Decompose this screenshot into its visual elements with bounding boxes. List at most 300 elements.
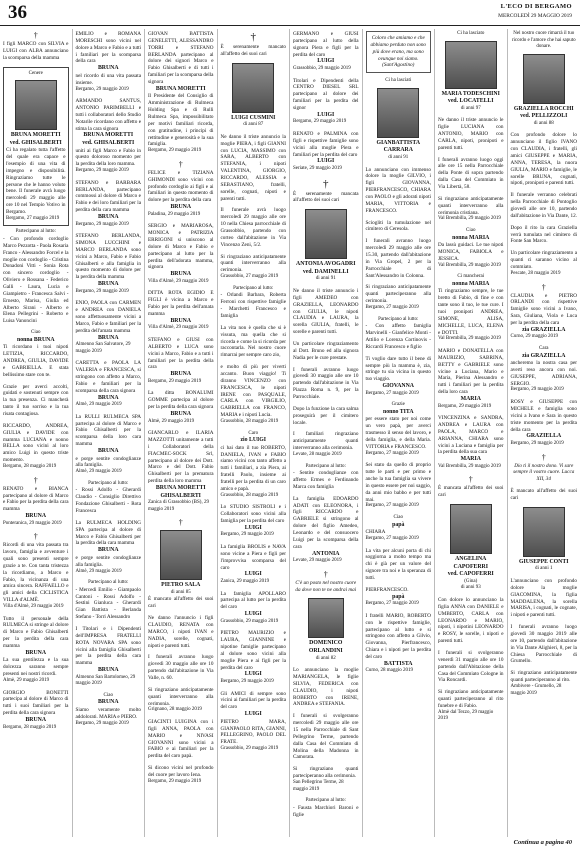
notice-dateline: Val Brembilla, 29 maggio 2019	[438, 463, 501, 469]
death-notice	[76, 520, 142, 575]
notice-text: CARETTA e PAOLA LA VALERIA e FRANCESCA, si stringono con affetto a Marco, Fabio e familiari per la scomparsa della cara signora	[75, 360, 141, 394]
notice-dateline: Grassobbio, 29 maggio 2019	[220, 746, 279, 752]
death-notice	[366, 220, 432, 234]
notice-text: Ne danno il triste annuncio i figli AMEDEO con GRAZIELLA, LEONARDO con GIULIA, le nipoti CLAUDIA e LAURA, la sorella GIULIA, fratelli, le sorelle e parenti tutti.	[293, 287, 359, 336]
notice-text: Lo annunciano con immenso dolore la moglie GILVIO, i figli GIOVANNA, PIERFRANCESCO, CHIARA con PAOLO e gli adorati nipoti MARIA, VITTORIA e FRANCESCO.	[365, 166, 431, 214]
deceased-name: nonno TITA	[382, 408, 414, 415]
notice-text: STEFANO BERLANDA, SIMONA LUCCHINI e MARCO BERLANDA sono vicini a Marco, Fabio e Fabio Ghisalberti e alla famiglia in questo momento di dolore per la perdita della mamma	[75, 233, 141, 281]
death-notice	[293, 766, 359, 793]
notice-text: Tutto il personale della RULMECA si stringe al dolore di Marco e Fabio Ghisalberti per la perdita della cara mamma	[3, 615, 69, 649]
deceased-name: BRUNA MORETTI	[10, 132, 61, 139]
notice-text: CHIARA	[365, 529, 386, 536]
death-notice	[293, 178, 359, 205]
notice-text: Un particolare ringraziamento al Dott. Bruno ed alla signora Nadia per le cure prestate.	[293, 340, 359, 361]
notice-text: SERGIO e MARIAROSA, MONICA e PATRIZIA ERRIGONI si uniscono al dolore di Marco e Fabio e partecipano al lutto per la perdita dell'adorata mamma, signora	[148, 223, 214, 271]
notice-text: Ti voglio dare tutto il bene di sempre più la mamma è, zia, stringe tu sia vicina in questo tuo viaggio.	[365, 355, 431, 383]
notice-text: VINCENZINA e SANDRA, ANDREA e LAURA con PAOLA, MARCO e ARIANNA, CHIARA sono vicini a Luciana e famiglia per la perdita della sua cara	[438, 415, 504, 456]
notice-text: GIACINTI LUIGINA con i figli ANNA, PAOLA con MARIO e NIVASI GIOVANNI sono vicini a FABIO e ai familiari per la perdita del caro papà.	[148, 719, 214, 760]
notice-text: Si ringraziano anticipatamente quanti interverranno alla cerimonia cristiana.	[438, 195, 504, 216]
notice-text: I funerali si svolgeranno venerdì 31 maggio alle ore 10 partendo dall'Abitazione della Casa del Commiato Cologne in Via Roncardi.	[438, 649, 504, 684]
deceased-name: LUIGI	[317, 158, 335, 165]
notice-intro: Cara	[539, 345, 549, 351]
publication-date: MERCOLEDÌ 29 MAGGIO 2019	[498, 13, 572, 19]
notice-intro: Ci ha lasciati	[385, 78, 412, 84]
notice-intro: Partecipano al lutto:	[378, 316, 419, 322]
quote: Dio ti il nostro dono. Vi sare sempre il vostro cuore. Lucca XII, 34	[513, 462, 575, 483]
notice-text: La sua gentilezza e la sua dolcezza saranno sempre presenti nei nostri ricordi.	[3, 657, 69, 678]
notice-dateline: Curno, 29 maggio 2019	[510, 334, 558, 340]
deceased-name: BRUNA	[97, 213, 119, 220]
death-notice	[3, 31, 69, 62]
death-notice	[76, 693, 142, 727]
deceased-name: LUIGI	[244, 711, 262, 718]
notice-intro: Ci mancherai	[457, 274, 485, 280]
notice-dateline: Val Brembilla, 29 maggio 2019	[438, 262, 501, 268]
notice-text: PIERFRANCESCO.	[365, 586, 409, 593]
notice-text: Sciogliti la tumulazione nel cimitero di Ceresola.	[365, 219, 431, 233]
notice-text: La ditta BONALUMI GOMME partecipa al dolore per la perdita della cara signora	[148, 390, 214, 411]
death-notice	[3, 229, 69, 325]
page-number: 36	[8, 2, 27, 23]
notice-dateline: Bergamo, 29 maggio 2019	[438, 403, 492, 409]
deceased-name: BRUNA	[97, 547, 119, 554]
deceased-name: BRUNA	[170, 271, 192, 278]
deceased-name: MARIA TODESCHINI	[441, 90, 500, 97]
notice-dateline: Grassobbio, 27 maggio 2019	[220, 274, 279, 280]
death-notice	[148, 31, 214, 155]
death-notice	[438, 157, 504, 191]
death-notice	[148, 518, 214, 610]
cross-icon: †	[33, 475, 38, 485]
deceased-name-sub: CARRARA	[383, 147, 413, 154]
deceased-age: di anni 93	[460, 585, 481, 591]
deceased-nickname: (Gina)	[464, 578, 478, 584]
death-notice	[76, 233, 142, 295]
death-notice	[148, 430, 214, 513]
notice-intro: Ciao	[393, 514, 403, 520]
notice-dateline: Bergamo, 29 maggio 2019	[75, 288, 129, 294]
death-notice	[366, 31, 432, 73]
notice-text: RENATO e BIANCA partecipano al dolore di Marco e Fabio per la perdita della cara mamma	[3, 485, 69, 513]
death-notice	[511, 283, 578, 341]
notice-text: per essere stato per noi come un vero papà, per averci trasmesso il senso del lavoro, e della famiglia, e della Maria. VITTORIA e FRANCESCO.	[365, 416, 431, 450]
notice-text: Grazie per averci accolti, guidati e sostenuti sempre con la tua presenza. Ci mancherà tanto il tuo sorriso e la tua risata contagiosa.	[3, 383, 69, 418]
death-notice	[511, 132, 578, 187]
notice-text: I funerali avranno luogo giovedì 30 maggio alle ore 10 partendo dall'abitazione in Via Piazza Roma n. 9, per la Parrocchiale.	[293, 366, 359, 400]
notice-dateline: Bergamo, 29 maggio 2019	[148, 148, 202, 154]
newspaper-name: L'ECO DI BERGAMO	[500, 3, 572, 10]
notice-text: Da lassù guidaci. Le tue nipoti MONICA, FABIOLA e JESSICA.	[438, 242, 504, 262]
column	[435, 29, 508, 837]
death-notice	[511, 453, 578, 484]
deceased-name: MARIA	[460, 396, 481, 403]
cross-icon: †	[541, 282, 546, 292]
page-header	[0, 0, 580, 26]
notice-text: EMILIO e ROMANA MORESCHI sono vicini nel dolore a Marco e Fabio e a tutti i familiari per la scomparsa della cara	[75, 31, 141, 65]
notice-text: ci hai dato il tuo ROBERTO, DANIELA, IVAN e FABIO siamo vicini con tanto affetto a tutti i familiari, a zia Piera, ai fratelli Paolo, insieme ai fratelli per la perdita di un caro amico e papà.	[220, 444, 286, 492]
notice-dateline: Almè, 29 maggio 2019	[75, 402, 122, 408]
portrait-photo	[523, 507, 565, 557]
epigraph: Coloro che amiamo e che abbiamo perduto non sono più dove erano, ma sono ovunque noi siamo. (Sant'Agostino)	[366, 31, 432, 73]
deceased-name: GIANBATTISTA	[376, 139, 421, 146]
death-notice	[366, 402, 432, 457]
deceased-name: zio LUIGI	[240, 437, 267, 444]
deceased-name: BRUNA	[97, 394, 119, 401]
deceased-name: BRUNA	[170, 411, 192, 417]
deceased-name: BRUNA MORETTI	[155, 485, 206, 491]
notice-intro: Partecipano al lutto:	[233, 285, 274, 291]
death-notice	[3, 476, 69, 528]
death-notice	[76, 414, 142, 476]
death-notice	[3, 532, 69, 610]
death-notice	[366, 78, 432, 161]
deceased-name: papà	[392, 521, 405, 528]
notice-text: Dopo il rito la cara Graziella verrà tumulata nel cimitero di Fonte San Marco.	[510, 224, 577, 245]
notice-text: I figli MARCO con SILVIA e LUIGI con ALBA annunciano la scomparsa della mamma	[3, 41, 69, 61]
cross-icon: †	[323, 569, 328, 579]
deceased-age: di anni 97	[460, 105, 481, 111]
notice-text: Si ringraziano quanti parteciperanno alla cerimonia.	[293, 766, 359, 780]
notice-text: La vita per alcuni porta di chi soggiorna a molto tempo ma chi è già per un valore del signore tra noi e la speranza di tutti.	[365, 547, 431, 581]
deceased-name: zia GRAZIELLA	[522, 352, 566, 359]
death-notice	[366, 515, 432, 543]
death-notice	[438, 348, 504, 410]
notice-text: GIANCARLO e ILARIA MAZZOTTI unitamente a tutti i Collaboratori della FIACMEC-SOCK Srl, partecipano al dolore dei Dott. Marco e del Dott. Fabio Ghisalberti per la prematura perdita della loro mamma	[148, 430, 214, 485]
deceased-name: LUIGI	[244, 611, 262, 618]
notice-dateline: Almè, 29 maggio 2019	[148, 418, 195, 424]
death-notice	[76, 580, 142, 621]
death-notice	[76, 360, 142, 408]
deceased-name: zia GRAZIELLA	[522, 326, 566, 333]
death-notice	[293, 431, 359, 458]
death-notice	[3, 690, 69, 732]
death-notice	[511, 346, 578, 394]
portrait-photo	[445, 41, 497, 89]
notice-text: Un particolare ringraziamento a quanti ci saranno vicino al commiato.	[510, 250, 577, 271]
death-notice	[76, 31, 142, 93]
death-notice	[221, 254, 287, 281]
notice-text: I familiari ringraziano anticipatamente quanti interverranno alla cerimonia.	[293, 431, 359, 452]
deceased-name: nonna BRUNA	[16, 336, 55, 343]
notice-text: Si ringraziano anticipatamente quanti parteciperanno alla cerimonia.	[365, 284, 431, 305]
death-notice	[438, 31, 504, 112]
cross-icon: †	[250, 31, 256, 43]
notice-dateline: Ambivere - Grumello, 28 maggio 2019	[510, 683, 562, 696]
deceased-name: GRAZIELLA ROCCHI	[513, 105, 574, 112]
deceased-name: BRUNA	[25, 716, 47, 723]
notice-text: È serenamente mancato all'affetto dei suoi cari	[220, 44, 286, 57]
notice-text: PIETRO MAURIZIO e LAURA, GIANNINE e nipotine famiglie partecipano al dolore sono vicini alla moglie Piera e ai figli per la perdita del caro	[220, 630, 286, 671]
deceased-name: GRAZIELLA	[526, 433, 562, 440]
death-notice	[221, 544, 287, 586]
deceased-name: BRUNA MORETTI	[83, 132, 134, 139]
notice-text: DITTA ROTA EGIDIO E FIGLI è vicina a Marco e Fabio per la perdita dell'amata mamma	[148, 290, 214, 318]
deceased-name: LUIGI	[244, 671, 262, 678]
deceased-name: BRUNA	[170, 317, 192, 324]
death-notice	[148, 719, 214, 760]
column	[363, 29, 436, 837]
notice-dateline: San Pellegrino Terme, 28 maggio 2019	[293, 780, 344, 792]
death-notice	[293, 464, 359, 491]
death-notice	[3, 423, 69, 471]
deceased-name: ANTONIA AVOGADRI	[296, 261, 356, 268]
notice-text: Ti ricordano i tuoi nipoti LETIZIA, RICCARDO, ANDREA, GIULIA, DAVIDE e GABRIELLA. E stata bellissimo stare con te.	[3, 344, 69, 378]
deceased-name-sub: ved. DAMINELLI	[302, 268, 349, 275]
cross-icon: †	[33, 31, 38, 40]
death-notice	[293, 288, 359, 336]
deceased-name: LUIGI	[317, 111, 335, 118]
notice-dateline: Zanica, 29 maggio 2019	[220, 578, 270, 584]
death-notice	[293, 341, 359, 362]
notice-text: Si dicono vicini nel profondo del cuore per lavoro Iena.	[148, 765, 214, 779]
death-notice	[511, 670, 578, 697]
notice-dateline: Bergamo, 29 maggio 2019	[75, 86, 129, 92]
notice-text: Sei stato da quello di proprio tutte le parti e per primo e anche la tua famiglia sa vivere in questo essere per noi saggio, da anni mio babbo e per tutti mai.	[365, 462, 431, 503]
notice-text: I fratelli MARIO, ROBERTO con le rispettive famiglie, partecipano al lutto e si stringono con affetto a Gilvio, Giovanna, Pierfrancesco, Chiara e i nipoti per la perdita del caro	[365, 612, 431, 660]
column	[508, 29, 580, 837]
death-notice	[221, 364, 287, 425]
death-notice	[221, 630, 287, 685]
death-notice	[511, 250, 578, 277]
notice-dateline: Grignano, 28 maggio 2019	[148, 707, 202, 713]
death-notice	[221, 207, 287, 248]
deceased-age: di anni 88	[533, 120, 554, 126]
deceased-name: GIOVANNA	[382, 383, 414, 390]
death-notice	[293, 31, 359, 73]
notice-text: I funerali avranno luogo mercoledì 29 maggio alle ore 15.30, partendo dall'abitazione in Via Gropel, 2 per la Parrocchiale di Sant'Alessandro in Colonna.	[365, 238, 431, 279]
deceased-name: LUIGI	[244, 524, 262, 531]
notice-dateline: Bergamo, 27 maggio 2019	[365, 450, 419, 456]
death-notice	[366, 167, 432, 215]
notice-dateline: Bergamo, 29 maggio 2019	[75, 720, 129, 726]
notice-dateline: Villa d'Almè, 29 maggio 2019	[3, 603, 64, 609]
death-notice	[221, 691, 287, 753]
death-notice	[3, 616, 69, 685]
notice-text: Ci ha regalato tutta l'affetto del quale era capace e l'esempio di una vita di impegno e disponibilità. Ringraziamo tutte le persone che le hanno voluto bene. Il funerale avrà luogo mercoledì 29 maggio alle ore 10 nel Tempio Votivo in Bergamo.	[6, 147, 66, 215]
notice-dateline: Bergamo, 29 maggio 2019	[148, 778, 202, 784]
notice-text: Con dolore lo annunciano la figlia ANNA con DANIELE e UMBERTO, CARLA con LEONARDO e MARIO, nipoti, i nipotini LEONARDO e ROSY, le sorelle, i nipoti e parenti tutti.	[438, 596, 504, 645]
death-notice	[221, 591, 287, 626]
notice-text: STEFANO e BARBARA BERLANDA, partecipano commossi al dolore di Marco e Fabio e dei loro familiari per la perdita della cara mamma	[75, 179, 141, 214]
death-notice	[221, 431, 287, 500]
death-notice	[366, 587, 432, 608]
notice-dateline: Bergamo, 27 maggio 2019	[6, 215, 60, 221]
notice-dateline: Val Brembilla, 29 maggio 2019	[438, 216, 501, 222]
cross-icon: †	[468, 475, 473, 485]
deceased-name: BRUNA	[97, 281, 119, 288]
notice-dateline: Bergamo, 27 maggio 2019	[365, 305, 419, 311]
notice-text: - Mercedi Emilio - Giampaolo Cantoni - Rossi Adolfo - Sestini Gianluca - Gherardi Gian Battista - Berlanda Stefano - Torri Alessandro	[75, 586, 141, 621]
notice-intro: Caro	[248, 430, 259, 436]
notice-text: uniti ai figli Marco e Fabio in questo doloroso momento per la perdita della loro mamma.	[75, 147, 141, 168]
notice-intro: Partecipano al lutto:	[305, 798, 346, 804]
deceased-age: di anni 85	[170, 589, 191, 595]
notice-text: Si ringraziano anticipatamente quanti interverranno alla cerimonia.	[220, 253, 286, 274]
notice-text: L'annunciano con profondo dolore la moglie GIACOMINA, la figlia MADDALENA, la sorella MARISA, i cognati, le cognate, i nipoti e parenti tutti.	[510, 577, 577, 619]
notice-text: ENIO, PAOLA con CARMEN e ANDREA con DANIELA sono affettuosamente vicini a Marco, Fabio e familiari per la perdita dell'amata mamma	[75, 300, 141, 334]
column	[73, 29, 146, 837]
deceased-age: di anni 82	[315, 655, 336, 661]
column	[218, 29, 291, 837]
deceased-name: papà	[392, 593, 405, 600]
notice-dateline: Levate, 29 maggio 2019	[293, 558, 342, 564]
column	[290, 29, 363, 837]
notice-text: GERMANO e GIUSI partecipano al lutto della signora Piera e figli per la perdita del caro	[293, 31, 359, 58]
deceased-name: ANTONIA	[312, 550, 340, 557]
cross-icon: †	[541, 452, 546, 462]
deceased-name-sub: ved. LOCATELLI	[447, 98, 494, 105]
death-notice	[293, 131, 359, 173]
notice-text: Siamo veramente molto addolorati. MARIA e PIERO.	[75, 707, 141, 720]
death-notice	[511, 31, 578, 127]
notice-dateline: Grassobbio, 28 maggio 2019	[220, 492, 279, 498]
death-notice	[76, 481, 142, 515]
notice-dateline: Bergamo, 29 maggio 2019	[293, 119, 347, 125]
notice-text: e porge sentite condoglianze alla famiglia.	[75, 554, 141, 568]
notice-text: Titolari e Dipendenti della CENTRO DIESEL SRL partecipano al dolore dei familiari per la perdita del signor	[293, 77, 359, 111]
deceased-name-sub: ved. GHISALBERTI	[82, 139, 135, 146]
notice-dateline: Curno, 28 maggio 2019	[365, 668, 413, 674]
deceased-name-sub: ved. GHISALBERTI	[9, 139, 62, 146]
notice-intro: Cenere	[28, 70, 43, 76]
notice-text: ancheremo la nostra casa per averti reso ancora con noi. GIUSEPPE, ADRIANA, SERGIO.	[510, 360, 577, 387]
deceased-name-sub: ved. CAPOFERRI	[447, 571, 494, 578]
notice-intro: Partecipano al lutto:	[88, 480, 129, 486]
notice-dateline: Grassobbio, 29 maggio 2019	[220, 618, 279, 624]
deceased-age: di anni 91	[388, 154, 409, 160]
notice-text: GIORGIO BONETTI partecipa al dolore di Marco di tutti i suoi familiari per la perdita della cara signora	[3, 689, 69, 717]
notice-dateline: Ponteranica, 29 maggio 2019	[3, 520, 62, 526]
notice-text: ARMANDO SANTUS, ANTONIO PARIMBELLI e tutti i collaboratori dello Studio Notarile ricordano con affetto e stima la cara signora	[75, 98, 141, 132]
quote: C'è un posto nel nostro cuore da dove non te ne andrai mai	[295, 579, 357, 593]
death-notice	[148, 337, 214, 385]
deceased-name-sub: GHISALBERTI	[160, 492, 201, 499]
notice-text: Ricordi di una vita passata tra lavoro, famiglia e avventure i quali sono presenti sempre grazie a te. Con tanta tristezza la ricordiamo, a Marco e Fabio, la vicinanza di una amica sincera. RAFFAELLO e gli amici della CICLISTICA VILLA d'ALMÈ.	[3, 542, 69, 604]
notice-dateline: Bergamo, 27 maggio 2019	[365, 601, 419, 607]
death-notice	[148, 615, 214, 649]
cross-icon: †	[178, 518, 183, 528]
notice-text: - Con profondo cordoglio Marco Pezzotta - Paola Rosaria Franco - Alessandro Forcel e la moglie con cordoglio - Cristina Donadoni Vitti - Sonia Rota con sincero cordoglio - Oliviero e Rossana - Federico Galli - Laura, Lucia e Giampietro - Francesca Salvi - Ernesto, Marisa, Giulia ed Alberto Sirani - Alberto e Elena Pellegrini - Roberto e Luisa Vanoncini	[3, 236, 69, 325]
deceased-name: BRUNA	[97, 334, 119, 341]
death-notice	[76, 300, 142, 355]
notice-intro: Ciao	[103, 692, 113, 698]
notice-dateline: Bergamo, 29 maggio 2019	[75, 168, 129, 174]
notice-text: Ne danno il triste annuncio la moglie PIERA, i figli GIANNI con LUCIA, MASSIMO con SARA, ALBERTO con STEFANIA, i nipoti VALENTINA, GIORGIO, RICCARDO, ALESSIA e SEBASTIANO, fratelli, sorelle, cognati, nipoti e parenti tutti.	[220, 133, 286, 202]
notice-text: La famiglia APOLLARO partecipa al lutto per la perdita del caro	[220, 590, 286, 611]
notice-intro: Grazie	[391, 402, 405, 408]
deceased-name: nonna MARIA	[452, 280, 490, 287]
death-notice	[438, 415, 504, 470]
death-notice	[293, 798, 359, 818]
death-notice	[293, 598, 359, 662]
notice-dateline: Grassobbio, 29 maggio 2019	[293, 65, 351, 71]
notice-intro: Partecipano al lutto:	[15, 229, 56, 235]
notice-text: Il funerale verranno celebrati nella Parrocchiale di Pontoglio giovedì alle ore 10, partendo dall'abitazione in Via Dante, 12.	[510, 192, 578, 219]
obituary-columns	[0, 29, 580, 837]
death-notice	[293, 209, 359, 283]
deceased-age: di anni 87	[243, 122, 264, 128]
death-notice	[148, 654, 214, 681]
notice-text: - Orlandi Barbara, Roberta Ferroni con rispettive famiglie - Marchetti Francesco e famiglia	[220, 292, 286, 319]
deceased-name: LUIGI	[317, 58, 335, 65]
notice-text: MARIO e DONATELLA con MAURIZIO, SABRINA, BETTY e GABRIELE sono vicine a Luciana, Mario e Maria, Pierina Alessandro e tutti i familiari per la perdita della loro cara	[438, 348, 504, 396]
notice-text: Lo STUDIO SISTROLI e i Collaboratori sono vicini alla famiglia per la perdita del caro	[220, 504, 286, 525]
notice-text: RICCARDO, ANDREA, GIULIA e DAVIDE con mamma LUCIANA e nonno BELLA sono vicini al loro amico Luigi in questo triste momento.	[3, 422, 69, 464]
death-notice	[3, 330, 69, 378]
deceased-name: BRUNA	[170, 371, 192, 378]
deceased-name: LUIGI CUSMINI	[231, 114, 276, 121]
notice-dateline: Bergamo, 27 maggio 2019	[365, 535, 419, 541]
death-notice	[438, 597, 504, 645]
notice-text: Lo annunciano la moglie MARIANGELA, le figlie SILVIA, FEDERICA con CLAUDIO, i nipoti ROBERTO con IRENE, ANDREA e STEFANIA.	[293, 667, 359, 708]
death-notice	[511, 192, 578, 219]
notice-dateline: Bergamo, 28 maggio 2019	[3, 724, 57, 730]
notice-dateline: Bergamo, 29 maggio 2019	[510, 387, 564, 393]
column	[145, 29, 218, 837]
death-notice	[438, 650, 504, 684]
notice-text: Si ringraziano anticipatamente quanti parteciperanno al rito funebre e di Fabio.	[438, 689, 504, 709]
notice-text: Si ringraziano anticipatamente quanti interverranno alla cerimonia.	[148, 686, 214, 707]
notice-text: La RULLI RULMECA SPA partecipa al dolore di Marco e Fabio Ghisalberti per la scomparsa della loro cara mamma	[75, 413, 141, 448]
deceased-name: BRUNA MORETTI	[155, 85, 206, 92]
death-notice	[221, 134, 287, 203]
notice-intro: Partecipano al lutto:	[88, 580, 129, 586]
portrait-photo	[377, 88, 419, 138]
notice-text: e porge sentite condoglianze alla famiglia.	[75, 455, 141, 469]
notice-dateline: Pescate, 28 maggio 2019	[510, 270, 561, 276]
death-notice	[76, 626, 142, 688]
deceased-age: di anni 1	[535, 566, 553, 572]
notice-dateline: Bergamo, 29 maggio 2019	[75, 221, 129, 227]
deceased-name: nonna MARIA	[452, 234, 490, 241]
notice-dateline: Seriate, 29 maggio 2019	[293, 165, 342, 171]
notice-text: La famiglia BROLIS e NAVA sono vicine a Piera e figli per l'improvvisa scomparsa del caro	[220, 544, 286, 571]
death-notice	[366, 238, 432, 279]
notice-text: Gli AMICI di sempre sono vicini ai familiari per la perdita del caro	[220, 690, 286, 711]
notice-dateline: Almè, 29 maggio 2019	[75, 568, 122, 574]
notice-text: - Sentite condoglianze con affetto Ermes e Ferdinando Marca con famiglia	[293, 470, 359, 490]
death-notice	[366, 462, 432, 510]
notice-dateline: Almè, 29 maggio 2019	[3, 677, 50, 683]
death-notice	[511, 488, 578, 502]
notice-dateline: Almè dal Tezzo, 29 maggio 2019	[438, 709, 494, 722]
continue-note: Continua a pagina 40	[513, 839, 572, 846]
death-notice	[293, 78, 359, 126]
notice-text: I funerali avranno luogo giovedì 30 maggio 2019 alle ore 10, partendo dall'abitazione in Via Dante Alighieri, 8, per la Chiesa Parrocchiale di Grumello.	[510, 624, 577, 665]
death-notice	[293, 667, 359, 708]
deceased-name: BRUNA	[97, 699, 119, 706]
notice-intro: Ciao	[31, 330, 41, 336]
death-notice	[511, 507, 578, 573]
notice-text: nel ricordo di una vita passata insieme.	[75, 72, 141, 86]
cross-icon: †	[178, 159, 183, 169]
death-notice	[366, 356, 432, 398]
deceased-name: BRUNA	[97, 65, 119, 72]
notice-dateline: Paladina, 29 maggio 2019	[148, 211, 201, 217]
notice-dateline: Grassobbio, 28 maggio 2019	[220, 418, 279, 424]
deceased-name: DOMENICO ORLANDINI	[308, 640, 343, 654]
death-notice	[76, 180, 142, 228]
notice-text: - Rossi Adolfo - Gherardi Claudio - Consiglio Direttivo Fondazione Ghisalberti - Rota Francesca	[75, 487, 141, 514]
deceased-name: MARIA	[460, 456, 481, 463]
death-notice	[438, 504, 504, 592]
notice-dateline: Bergamo, 27 maggio 2019	[365, 390, 419, 396]
portrait-photo	[305, 209, 347, 259]
notice-intro: Partecipano al lutto:	[305, 463, 346, 469]
notice-text: Ne danno l'annuncio i figli CLAUDIO, RENATA con MARCO, i nipoti IVAN e NADIA, sorelle, cognati, nipoti e parenti tutti.	[148, 615, 214, 649]
cross-icon: †	[33, 532, 38, 542]
portrait-photo	[15, 80, 57, 130]
